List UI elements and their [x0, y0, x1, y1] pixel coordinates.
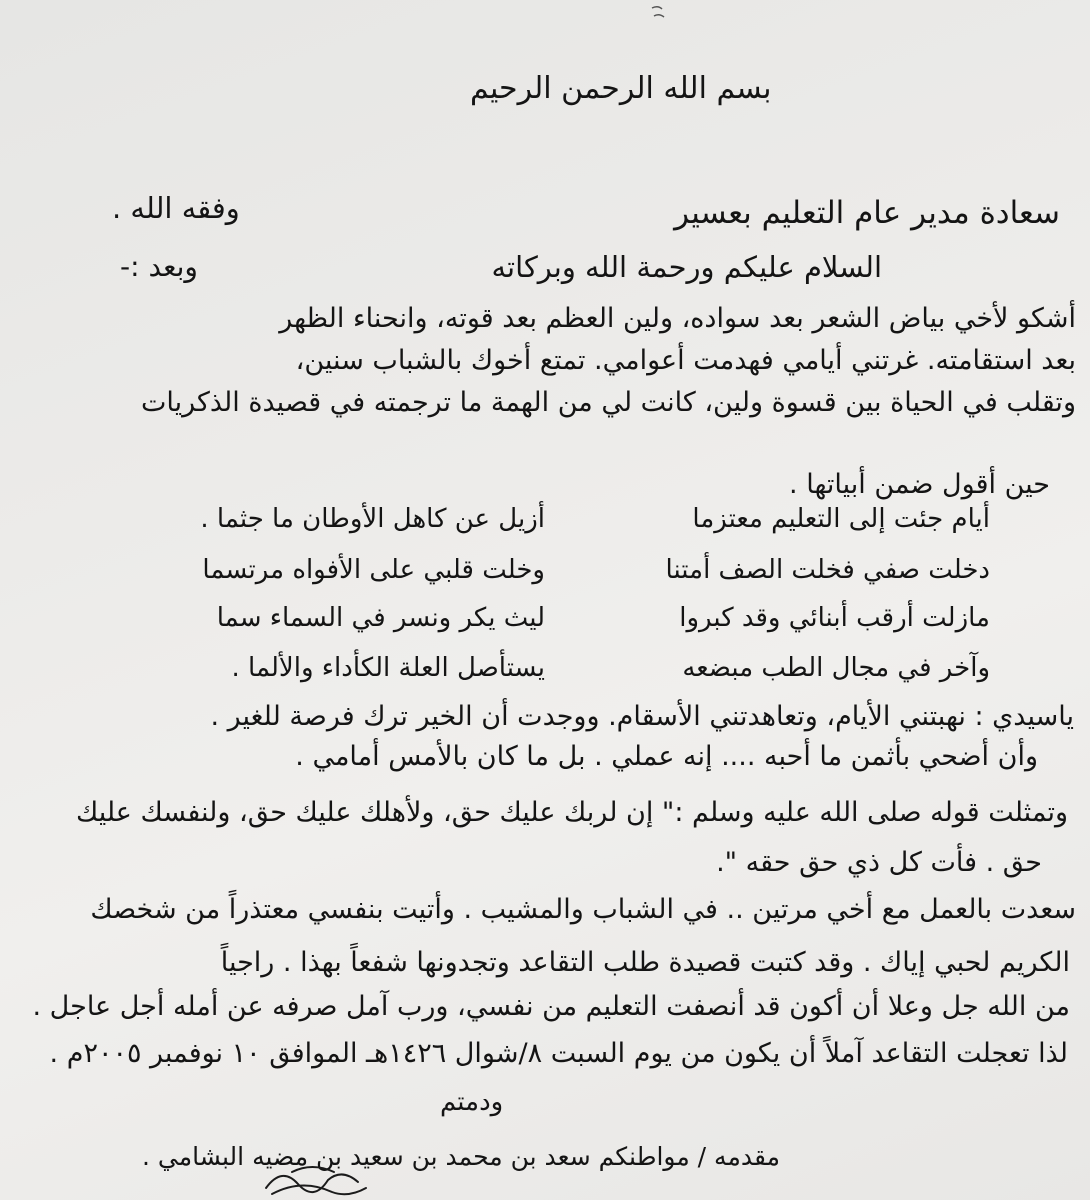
verse-left-hemistich: يستأصل العلة الكأداء والألما .	[231, 653, 545, 683]
corner-mark	[648, 4, 668, 22]
body-line: لذا تعجلت التقاعد آملاً أن يكون من يوم السبت ٨/شوال ١٤٢٦هـ الموافق ١٠ نوفمبر ٢٠٠٥م .	[49, 1038, 1068, 1069]
body-line: وتقلب في الحياة بين قسوة ولين، كانت لي من الهمة ما ترجمته في قصيدة الذكريات	[140, 387, 1076, 418]
body-line: حق . فأت كل ذي حق حقه ".	[716, 847, 1042, 878]
greeting: السلام عليكم ورحمة الله وبركاته	[491, 250, 882, 284]
verse-right-hemistich: وآخر في مجال الطب مبضعه	[682, 653, 990, 683]
closing: ودمتم	[440, 1087, 504, 1117]
body-line: بعد استقامته. غرتني أيامي فهدمت أعوامي. تمتع أخوك بالشباب سنين،	[295, 345, 1076, 376]
body-line: وتمثلت قوله صلى الله عليه وسلم :" إن لربك عليك حق، ولأهلك عليك حق، ولنفسك عليك	[75, 797, 1068, 828]
verse-right-hemistich: مازلت أرقب أبنائي وقد كبروا	[679, 603, 990, 633]
body-line: ياسيدي : نهبتني الأيام، وتعاهدتني الأسقام. ووجدت أن الخير ترك فرصة للغير .	[210, 701, 1074, 732]
signature-scribble	[262, 1158, 372, 1200]
addressee: سعادة مدير عام التعليم بعسير	[674, 195, 1060, 231]
verse-right-hemistich: أيام جئت إلى التعليم معتزما	[692, 504, 990, 534]
body-line: أشكو لأخي بياض الشعر بعد سواده، ولين العظم بعد قوته، وانحناء الظهر	[279, 303, 1076, 334]
verse-left-hemistich: ليث يكر ونسر في السماء سما	[216, 603, 545, 633]
body-line: وأن أضحي بأثمن ما أحبه .... إنه عملي . بل ما كان بالأمس أمامي .	[295, 741, 1038, 772]
addressee-suffix: وفقه الله .	[112, 191, 240, 225]
greeting-suffix: وبعد :-	[120, 250, 198, 283]
body-line: حين أقول ضمن أبياتها .	[789, 469, 1050, 500]
body-line: سعدت بالعمل مع أخي مرتين .. في الشباب والمشيب . وأتيت بنفسي معتذراً من شخصك	[90, 894, 1076, 925]
body-line: الكريم لحبي إياك . وقد كتبت قصيدة طلب التقاعد وتجدونها شفعاً بهذا . راجياً	[220, 947, 1070, 978]
verse-left-hemistich: وخلت قلبي على الأفواه مرتسما	[202, 555, 545, 585]
body-line: من الله جل وعلا أن أكون قد أنصفت التعليم من نفسي، ورب آمل صرفه عن أمله أجل عاجل .	[32, 991, 1070, 1022]
sender-line: مقدمه / مواطنكم سعد بن محمد بن سعيد بن مضيه البشامي .	[141, 1142, 780, 1171]
verse-left-hemistich: أزيل عن كاهل الأوطان ما جثما .	[200, 504, 545, 534]
basmala: بسم الله الرحمن الرحيم	[470, 71, 772, 106]
verse-right-hemistich: دخلت صفي فخلت الصف أمتنا	[665, 555, 990, 585]
